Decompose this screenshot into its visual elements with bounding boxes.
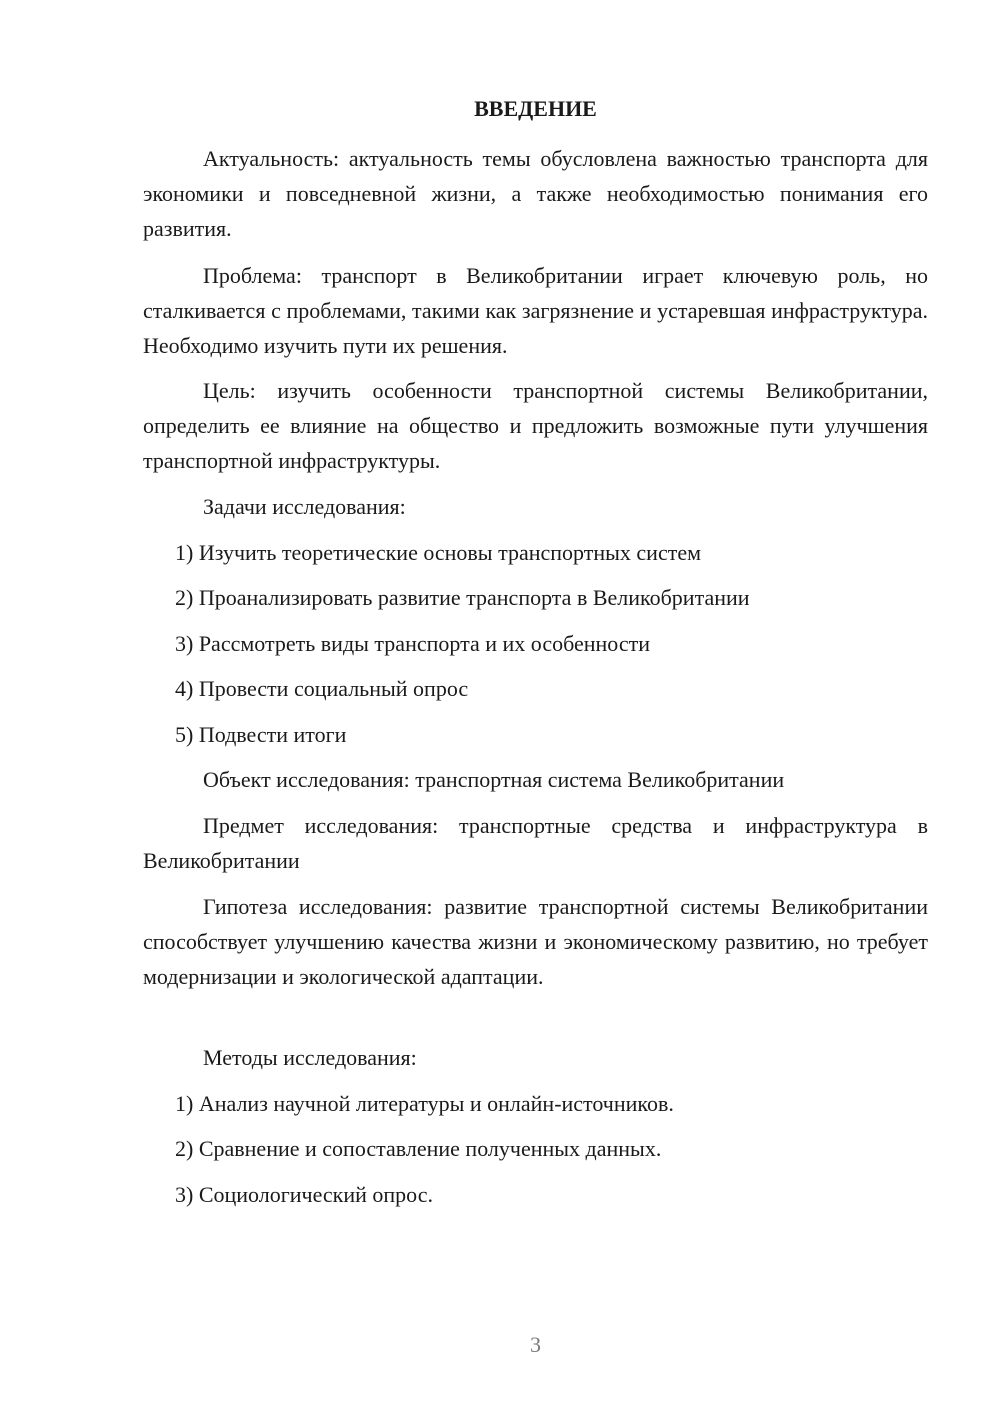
section-title: ВВЕДЕНИЕ bbox=[474, 96, 597, 121]
object-paragraph: Объект исследования: транспортная система Великобритании bbox=[203, 767, 785, 792]
hypothesis-paragraph: Гипотеза исследования: развитие транспортной системы Великобритании способствует улучшению качества жизни и экономическому развитию, но требует модернизации и экологической адаптации. bbox=[143, 894, 928, 989]
task-item: 1) Изучить теоретические основы транспортных систем bbox=[175, 540, 702, 565]
task-item: 5) Подвести итоги bbox=[175, 722, 347, 747]
method-item: 2) Сравнение и сопоставление полученных данных. bbox=[175, 1136, 662, 1161]
methods-heading: Методы исследования: bbox=[203, 1045, 417, 1070]
task-item: 2) Проанализировать развитие транспорта в Великобритании bbox=[175, 585, 750, 610]
tasks-heading: Задачи исследования: bbox=[203, 494, 406, 519]
problem-paragraph: Проблема: транспорт в Великобритании играет ключевую роль, но сталкивается с проблемами, такими как загрязнение и устаревшая инфраструктура. Необходимо изучить пути их решения. bbox=[143, 263, 928, 358]
method-item: 3) Социологический опрос. bbox=[175, 1182, 433, 1207]
task-item: 3) Рассмотреть виды транспорта и их особенности bbox=[175, 631, 651, 656]
subject-paragraph: Предмет исследования: транспортные средства и инфраструктура в Великобритании bbox=[143, 813, 928, 873]
task-item: 4) Провести социальный опрос bbox=[175, 676, 469, 701]
page-number: 3 bbox=[530, 1332, 541, 1357]
relevance-paragraph: Актуальность: актуальность темы обусловлена важностью транспорта для экономики и повседневной жизни, а также необходимостью понимания его развития. bbox=[143, 146, 928, 241]
document-page bbox=[143, 0, 928, 1414]
method-item: 1) Анализ научной литературы и онлайн-источников. bbox=[175, 1091, 674, 1116]
goal-paragraph: Цель: изучить особенности транспортной системы Великобритании, определить ее влияние на общество и предложить возможные пути улучшения транспортной инфраструктуры. bbox=[143, 378, 928, 473]
